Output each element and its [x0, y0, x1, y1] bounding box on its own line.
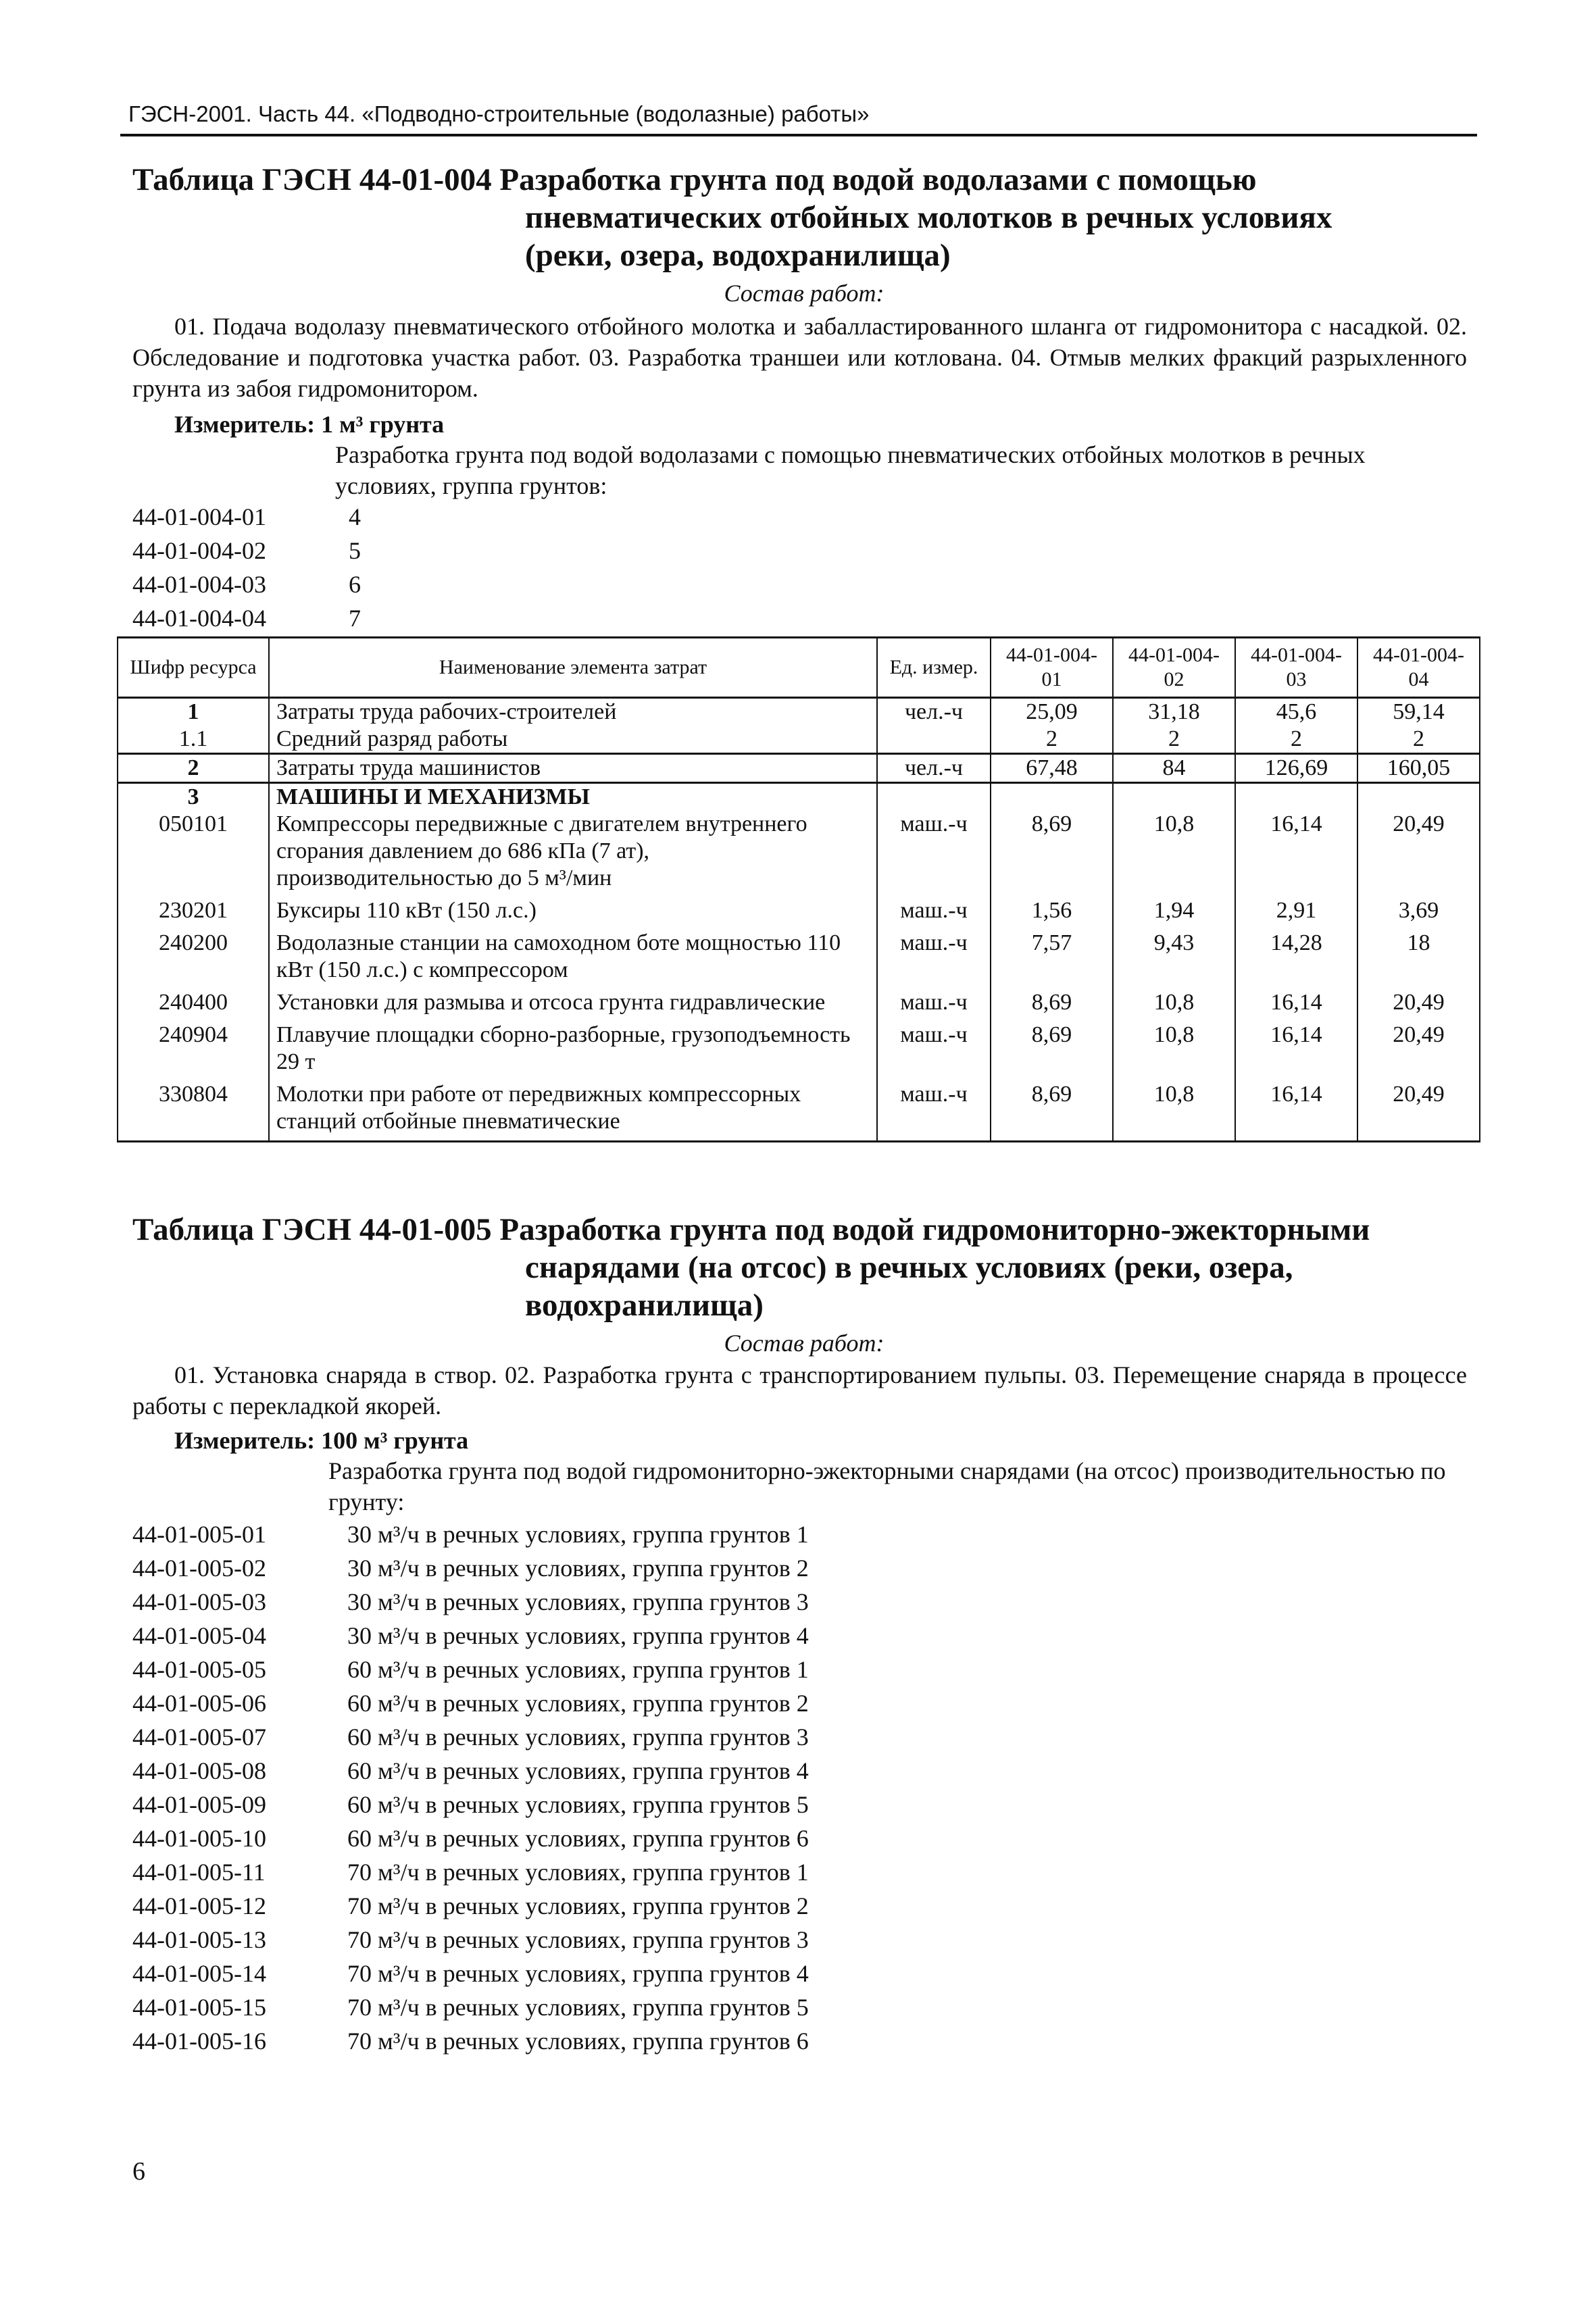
norm-description: 70 м³/ч в речных условиях, группа грунтов 2 [347, 1892, 809, 1919]
norm-value: 3,69 [1357, 897, 1480, 930]
table-row [118, 930, 1480, 989]
norm-value: 2 [1357, 726, 1480, 754]
norm-description: 70 м³/ч в речных условиях, группа грунтов 4 [347, 1960, 809, 1987]
header-name: Наименование элемента затрат [269, 638, 877, 698]
resource-name: Водолазные станции на самоходном боте мощностью 110 кВт (150 л.с.) с компрессором [269, 930, 877, 989]
norm-code: 44-01-005-10 [132, 1825, 266, 1852]
code-list-item [132, 1990, 809, 2024]
norm-description: 30 м³/ч в речных условиях, группа грунтов 2 [347, 1555, 809, 1582]
norm-description: 5 [349, 537, 361, 564]
code-list-item [132, 1754, 809, 1788]
norm-value: 8,69 [991, 1022, 1113, 1081]
resource-code: 050101 [118, 811, 269, 897]
table-004-works-label: Состав работ: [724, 280, 884, 307]
norm-value: 25,09 [991, 698, 1113, 726]
table-005-intro: Разработка грунта под водой гидромониторно-эжекторными снарядами (на отсос) производительностью по грунту: [328, 1457, 1446, 1515]
table-005-works-label: Состав работ: [724, 1330, 884, 1357]
norm-value: 160,05 [1357, 754, 1480, 783]
code-list-item [132, 1619, 809, 1653]
running-head: ГЭСН-2001. Часть 44. «Подводно-строительные (водолазные) работы» [128, 101, 870, 126]
norm-value: 2 [1113, 726, 1235, 754]
header-col-1: 44-01-004-01 [991, 638, 1113, 698]
norm-code: 44-01-004-02 [132, 537, 266, 564]
code-list-item [132, 1653, 809, 1686]
table-row [118, 698, 1480, 726]
code-list-item [132, 1686, 809, 1720]
norm-code: 44-01-005-04 [132, 1622, 266, 1649]
table-row [118, 1022, 1480, 1081]
table-header-row [118, 638, 1480, 698]
norm-code: 44-01-004-01 [132, 503, 266, 530]
code-list-item [132, 1551, 809, 1585]
page-number: 6 [132, 2157, 145, 2186]
norm-value: 14,28 [1235, 930, 1357, 989]
norm-value: 59,14 [1357, 698, 1480, 726]
norm-value: 67,48 [991, 754, 1113, 783]
resource-name: Молотки при работе от передвижных компрессорных станций отбойные пневматические [269, 1081, 877, 1142]
norm-value: 18 [1357, 930, 1480, 989]
norm-value: 84 [1113, 754, 1235, 783]
header-unit: Ед. измер. [877, 638, 991, 698]
resource-code: 330804 [118, 1081, 269, 1142]
header-code: Шифр ресурса [118, 638, 269, 698]
norm-code: 44-01-005-11 [132, 1859, 266, 1886]
norm-code: 44-01-005-08 [132, 1757, 266, 1784]
norm-value: 126,69 [1235, 754, 1357, 783]
table-005-code-list [132, 1517, 809, 2058]
code-list-item [132, 568, 361, 601]
resource-code: 1.1 [118, 726, 269, 754]
norm-value: 2 [991, 726, 1113, 754]
resource-code: 2 [118, 754, 269, 783]
resource-unit: маш.-ч [877, 897, 991, 930]
table-004-heading-line: Таблица ГЭСН 44-01-004 Разработка грунта под водой водолазами с помощью [132, 162, 1257, 197]
norm-value: 45,6 [1235, 698, 1357, 726]
code-list-item [132, 1923, 809, 1957]
norm-value: 7,57 [991, 930, 1113, 989]
norm-value: 16,14 [1235, 989, 1357, 1022]
table-004-heading [132, 161, 1332, 274]
norm-value: 9,43 [1113, 930, 1235, 989]
norm-code: 44-01-005-02 [132, 1555, 266, 1582]
resource-unit [877, 726, 991, 754]
header-rule [120, 134, 1477, 136]
table-row [118, 989, 1480, 1022]
norm-description: 60 м³/ч в речных условиях, группа грунтов 5 [347, 1791, 809, 1818]
norm-value: 10,8 [1113, 811, 1235, 897]
resource-name: Затраты труда рабочих-строителей [269, 698, 877, 726]
table-005-works-text: 01. Установка снаряда в створ. 02. Разработка грунта с транспортированием пульпы. 03. Перемещение снаряда в процессе работы с перекладкой якорей. [132, 1361, 1467, 1419]
norm-value: 16,14 [1235, 1022, 1357, 1081]
code-list-item [132, 2024, 809, 2058]
resource-code: 3 [118, 783, 269, 811]
resource-unit: маш.-ч [877, 930, 991, 989]
table-row [118, 811, 1480, 897]
resource-code: 1 [118, 698, 269, 726]
norm-code: 44-01-005-09 [132, 1791, 266, 1818]
resource-unit: маш.-ч [877, 1081, 991, 1142]
norm-description: 30 м³/ч в речных условиях, группа грунтов 4 [347, 1622, 809, 1649]
code-list-item [132, 1889, 809, 1923]
resource-code: 240400 [118, 989, 269, 1022]
resource-name: Компрессоры передвижные с двигателем внутреннего сгорания давлением до 686 кПа (7 ат), производительностью до 5 м³/мин [269, 811, 877, 897]
norm-code: 44-01-005-07 [132, 1724, 266, 1751]
code-list-item [132, 1957, 809, 1990]
norm-value: 2,91 [1235, 897, 1357, 930]
norm-value: 10,8 [1113, 989, 1235, 1022]
norm-description: 70 м³/ч в речных условиях, группа грунтов 3 [347, 1926, 809, 1953]
table-005-heading [132, 1211, 1370, 1324]
norm-description: 70 м³/ч в речных условиях, группа грунтов 5 [347, 1994, 809, 2021]
norm-description: 7 [349, 605, 361, 632]
table-005-heading-line: снарядами (на отсос) в речных условиях (реки, озера, [525, 1250, 1293, 1285]
norm-description: 60 м³/ч в речных условиях, группа грунтов 4 [347, 1757, 809, 1784]
table-004-resources [117, 636, 1480, 1142]
norm-code: 44-01-004-03 [132, 571, 266, 598]
table-004-measure: Измеритель: 1 м³ грунта [174, 411, 445, 438]
norm-value: 10,8 [1113, 1081, 1235, 1142]
header-col-4: 44-01-004-04 [1357, 638, 1480, 698]
resource-unit [877, 783, 991, 811]
norm-code: 44-01-005-05 [132, 1656, 266, 1683]
norm-value: 16,14 [1235, 1081, 1357, 1142]
norm-code: 44-01-005-16 [132, 2028, 266, 2055]
norm-value: 10,8 [1113, 1022, 1235, 1081]
table-004-heading-line: (реки, озера, водохранилища) [525, 238, 951, 273]
norm-code: 44-01-005-03 [132, 1588, 266, 1615]
resource-unit: чел.-ч [877, 698, 991, 726]
norm-code: 44-01-004-04 [132, 605, 266, 632]
resource-code: 240200 [118, 930, 269, 989]
resource-name: Средний разряд работы [269, 726, 877, 754]
code-list-item [132, 1517, 809, 1551]
header-col-2: 44-01-004-02 [1113, 638, 1235, 698]
resource-code: 240904 [118, 1022, 269, 1081]
norm-value: 20,49 [1357, 989, 1480, 1022]
norm-description: 4 [349, 503, 361, 530]
norm-description: 70 м³/ч в речных условиях, группа грунтов 6 [347, 2028, 809, 2055]
norm-code: 44-01-005-06 [132, 1690, 266, 1717]
norm-value [991, 783, 1113, 811]
resource-unit: маш.-ч [877, 811, 991, 897]
norm-description: 70 м³/ч в речных условиях, группа грунтов 1 [347, 1859, 809, 1886]
norm-description: 60 м³/ч в речных условиях, группа грунтов 3 [347, 1724, 809, 1751]
norm-value: 8,69 [991, 811, 1113, 897]
norm-value: 1,94 [1113, 897, 1235, 930]
resource-unit: чел.-ч [877, 754, 991, 783]
norm-code: 44-01-005-01 [132, 1521, 266, 1548]
norm-value: 16,14 [1235, 811, 1357, 897]
resource-unit: маш.-ч [877, 1022, 991, 1081]
resource-code: 230201 [118, 897, 269, 930]
code-list-item [132, 534, 361, 568]
norm-value [1113, 783, 1235, 811]
resource-name: Затраты труда машинистов [269, 754, 877, 783]
table-004-heading-line: пневматических отбойных молотков в речных условиях [525, 200, 1332, 235]
table-row [118, 726, 1480, 754]
table-005-heading-line: водохранилища) [525, 1288, 764, 1323]
code-list-item [132, 1788, 809, 1821]
table-row [118, 1081, 1480, 1142]
norm-code: 44-01-005-15 [132, 1994, 266, 2021]
resource-unit: маш.-ч [877, 989, 991, 1022]
norm-code: 44-01-005-14 [132, 1960, 266, 1987]
code-list-item [132, 1855, 809, 1889]
table-row [118, 754, 1480, 783]
code-list-item [132, 1720, 809, 1754]
norm-description: 30 м³/ч в речных условиях, группа грунтов 3 [347, 1588, 809, 1615]
norm-value [1357, 783, 1480, 811]
table-004-works-text: 01. Подача водолазу пневматического отбойного молотка и забалластированного шланга от гидромонитора с насадкой. 02. Обследование и подготовка участка работ. 03. Разработка траншеи или котлована. 04. Отмыв мелких фракций разрыхленного грунта из забоя гидромонитором. [132, 313, 1467, 402]
norm-description: 60 м³/ч в речных условиях, группа грунтов 1 [347, 1656, 809, 1683]
norm-description: 60 м³/ч в речных условиях, группа грунтов 6 [347, 1825, 809, 1852]
norm-value: 1,56 [991, 897, 1113, 930]
norm-value: 20,49 [1357, 1081, 1480, 1142]
norm-value: 8,69 [991, 1081, 1113, 1142]
table-004-intro: Разработка грунта под водой водолазами с помощью пневматических отбойных молотков в речных условиях, группа грунтов: [335, 441, 1366, 499]
norm-description: 6 [349, 571, 361, 598]
table-row [118, 783, 1480, 811]
norm-value: 2 [1235, 726, 1357, 754]
table-004-code-list [132, 500, 361, 635]
norm-value: 31,18 [1113, 698, 1235, 726]
header-col-3: 44-01-004-03 [1235, 638, 1357, 698]
norm-description: 60 м³/ч в речных условиях, группа грунтов 2 [347, 1690, 809, 1717]
code-list-item [132, 500, 361, 534]
norm-code: 44-01-005-12 [132, 1892, 266, 1919]
resource-name: Установки для размыва и отсоса грунта гидравлические [269, 989, 877, 1022]
norm-value: 20,49 [1357, 1022, 1480, 1081]
resource-name: Плавучие площадки сборно-разборные, грузоподъемность 29 т [269, 1022, 877, 1081]
norm-value: 8,69 [991, 989, 1113, 1022]
table-005-measure: Измеритель: 100 м³ грунта [174, 1427, 469, 1454]
norm-code: 44-01-005-13 [132, 1926, 266, 1953]
norm-value: 20,49 [1357, 811, 1480, 897]
code-list-item [132, 1585, 809, 1619]
table-row [118, 897, 1480, 930]
code-list-item [132, 1821, 809, 1855]
resource-name: Буксиры 110 кВт (150 л.с.) [269, 897, 877, 930]
code-list-item [132, 601, 361, 635]
norm-value [1235, 783, 1357, 811]
table-005-heading-line: Таблица ГЭСН 44-01-005 Разработка грунта под водой гидромониторно-эжекторными [132, 1212, 1370, 1247]
norm-description: 30 м³/ч в речных условиях, группа грунтов 1 [347, 1521, 809, 1548]
resource-name: МАШИНЫ И МЕХАНИЗМЫ [269, 783, 877, 811]
